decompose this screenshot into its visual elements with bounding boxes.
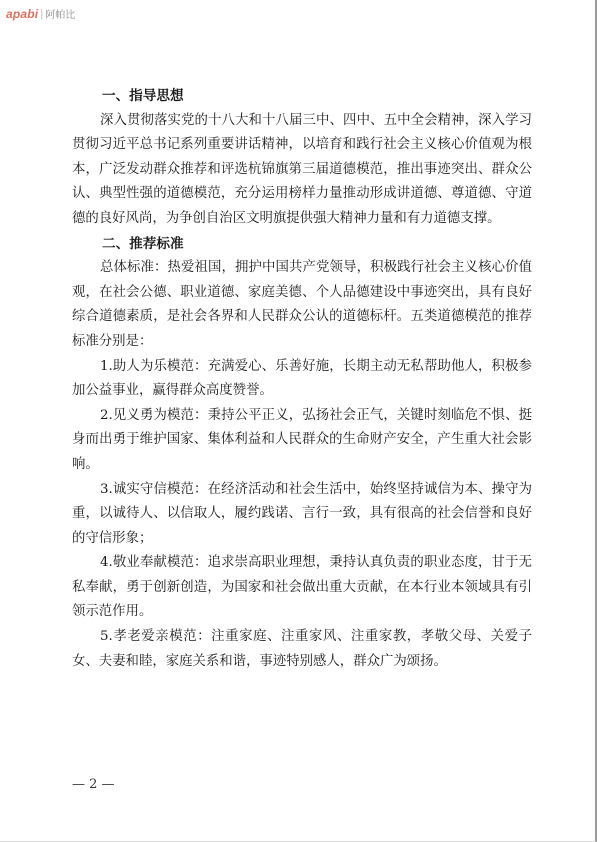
watermark-brand-name: 阿帕比 [45, 10, 76, 21]
paragraph-general-criteria: 总体标准：热爱祖国，拥护中国共产党领导，积极践行社会主义核心价值观，在社会公德、职业道德、家庭美德、个人品德建设中事迹突出，具有良好综合道德素质，是社会各界和人民群众公认的道德标杆。五类道德模范的推荐标准分别是： [72, 260, 532, 349]
paragraph-criteria-dedication: 4.敬业奉献模范：追求崇高职业理想，秉持认真负责的职业态度，甘于无私奉献，勇于创新创造，为国家和社会做出重大贡献，在本行业本领域具有引领示范作用。 [72, 555, 532, 620]
page-number: — 2 — [72, 777, 115, 792]
section-heading-recommendation-criteria: 二、推荐标准 [102, 235, 184, 252]
section-heading-guiding-ideology: 一、指导思想 [102, 88, 184, 104]
paragraph-criteria-helping-others: 1.助人为乐模范：充满爱心、乐善好施，长期主动无私帮助他人，积极参加公益事业，赢得群众高度赞誉。 [72, 358, 532, 399]
paragraph-criteria-honesty: 3.诚实守信模范：在经济活动和社会生活中，始终坚持诚信为本、操守为重，以诚待人、以信取人，履约践诺、言行一致，具有很高的社会信誉和良好的守信形象； [72, 481, 532, 546]
watermark-separator: | [40, 7, 44, 20]
paragraph-criteria-bravery: 2.见义勇为模范：秉持公平正义，弘扬社会正气，关键时刻临危不惧、挺身而出勇于维护国家、集体利益和人民群众的生命财产安全，产生重大社会影响。 [72, 407, 532, 472]
apabi-watermark [6, 6, 75, 21]
paragraph-guiding-ideology: 深入贯彻落实党的十八大和十八届三中、四中、五中全会精神，深入学习贯彻习近平总书记系列重要讲话精神，以培育和践行社会主义核心价值观为根本，广泛发动群众推荐和评选杭锦旗第三届道德模范，推出事迹突出、群众公认、典型性强的道德模范，充分运用榜样力量推动形成讲道德、尊道德、守道德的良好风尚，为争创自治区文明旗提供强大精神力量和有力道德支撑。 [72, 112, 532, 226]
document-body [72, 84, 532, 674]
paragraph-criteria-filial-piety: 5.孝老爱亲模范：注重家庭、注重家风、注重家教，孝敬父母、关爱子女、夫妻和睦，家庭关系和谐，事迹特别感人，群众广为颂扬。 [72, 629, 532, 669]
apabi-logo: apabi [6, 6, 39, 21]
